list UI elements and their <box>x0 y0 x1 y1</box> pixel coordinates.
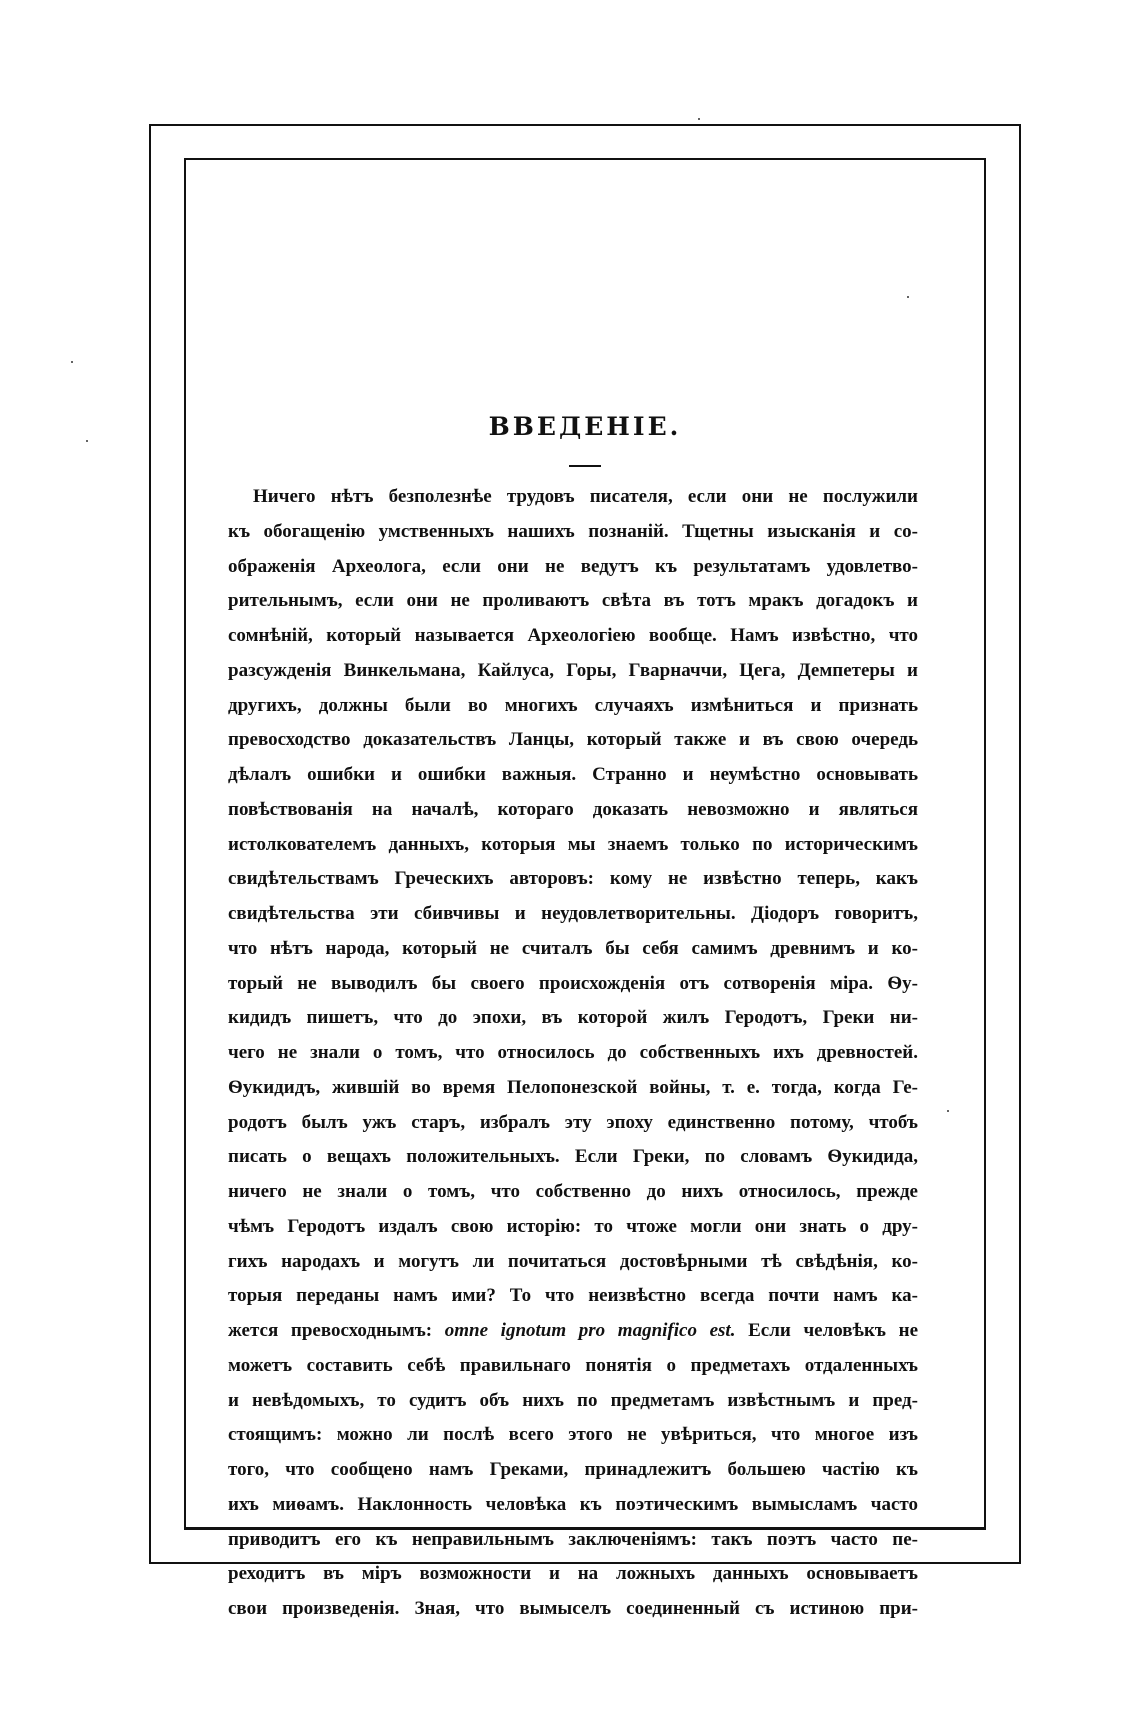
text-line: торыя переданы намъ ими? То что неизвѣстно всегда почти намъ ка- <box>228 1285 918 1307</box>
scan-speck <box>907 296 909 298</box>
scan-speck <box>86 440 88 442</box>
text-line: свидѣтельствамъ Греческихъ авторовъ: кому не извѣстно теперь, какъ <box>228 868 918 890</box>
text-line: дѣлалъ ошибки и ошибки важныя. Странно и неумѣстно основывать <box>228 764 918 785</box>
text-line: повѣствованія на началѣ, котораго доказать невозможно и являться <box>228 798 918 820</box>
text-line: родотъ былъ ужъ старъ, избралъ эту эпоху единственно потому, чтобъ <box>228 1111 918 1133</box>
text-line: свидѣтельства эти сбивчивы и неудовлетворительны. Діодоръ говоритъ, <box>228 903 918 924</box>
text-line: реходитъ въ міръ возможности и на ложныхъ данныхъ основываетъ <box>228 1563 918 1585</box>
text-line: чего не знали о томъ, что относилось до собственныхъ ихъ древностей. <box>228 1042 918 1063</box>
text-line: торый не выводилъ бы своего происхожденія отъ сотворенія міра. Ѳу- <box>228 972 918 994</box>
text-line: что нѣтъ народа, который не считалъ бы себя самимъ древнимъ и ко- <box>228 937 918 959</box>
scan-speck <box>947 1110 949 1112</box>
text-line: другихъ, должны были во многихъ случаяхъ измѣниться и признать <box>228 694 918 716</box>
text-line: кидидъ пишетъ, что до эпохи, въ которой жилъ Геродотъ, Греки ни- <box>228 1007 918 1029</box>
latin-quote: omne ignotum pro magnifico est. <box>444 1320 736 1341</box>
title-rule-divider <box>569 465 601 467</box>
text-line: писать о вещахъ положительныхъ. Если Греки, по словамъ Ѳукидида, <box>228 1146 918 1168</box>
body-text <box>228 480 918 1627</box>
text-line: свои произведенія. Зная, что вымыселъ соединенный съ истиною при- <box>228 1598 918 1619</box>
text-line: ихъ миѳамъ. Наклонность человѣка къ поэтическимъ вымысламъ часто <box>228 1493 918 1515</box>
text-line: того, что сообщено намъ Греками, принадлежитъ большею частію къ <box>228 1459 918 1480</box>
text-line: рительнымъ, если они не проливаютъ свѣта въ тотъ мракъ догадокъ и <box>228 590 918 612</box>
text-line: чѣмъ Геродотъ издалъ свою исторію: то чтоже могли они знать о дру- <box>228 1215 918 1237</box>
text-line: Ѳукидидъ, жившій во время Пелопонезской войны, т. е. тогда, когда Ге- <box>228 1076 918 1098</box>
text-line: истолкователемъ данныхъ, которыя мы знаемъ только по историческимъ <box>228 833 918 855</box>
text-line: стоящимъ: можно ли послѣ всего этого не увѣриться, что многое изъ <box>228 1424 918 1446</box>
text-line-with-quote <box>228 1314 918 1349</box>
text-line: ображенія Археолога, если они не ведутъ къ результатамъ удовлетво- <box>228 555 918 577</box>
page-title: ВВЕДЕНІЕ. <box>488 412 682 441</box>
text-line: къ обогащенію умственныхъ нашихъ познаній. Тщетны изысканія и со- <box>228 520 918 542</box>
text-line: разсужденія Винкельмана, Кайлуса, Горы, Гварначчи, Цега, Демпетеры и <box>228 659 918 681</box>
text-line: и невѣдомыхъ, то судитъ объ нихъ по предметамъ извѣстнымъ и пред- <box>228 1389 918 1411</box>
text-line: можетъ составить себѣ правильнаго понятія о предметахъ отдаленныхъ <box>228 1354 918 1376</box>
text-line: сомнѣній, который называется Археологіею вообще. Намъ извѣстно, что <box>228 625 918 646</box>
text-line-head: жется превосходнымъ: <box>228 1320 433 1341</box>
text-line: приводитъ его къ неправильнымъ заключеніямъ: такъ поэтъ часто пе- <box>228 1528 918 1550</box>
text-line: ничего не знали о томъ, что собственно до нихъ относилось, прежде <box>228 1181 918 1202</box>
text-line-tail: Если человѣкъ не <box>748 1320 918 1341</box>
text-line: Ничего нѣтъ безполезнѣе трудовъ писателя, если они не послужили <box>253 486 918 507</box>
scan-speck <box>698 118 700 120</box>
text-line: гихъ народахъ и могутъ ли почитаться достовѣрными тѣ свѣдѣнія, ко- <box>228 1250 918 1272</box>
text-line: превосходство доказательствъ Ланцы, который также и въ свою очередь <box>228 729 918 751</box>
scan-speck <box>71 361 73 363</box>
